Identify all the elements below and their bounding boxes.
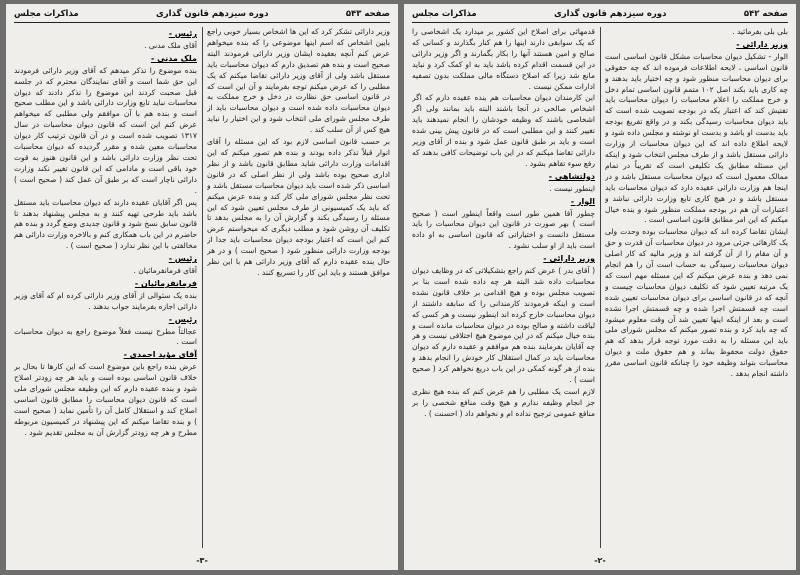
paragraph: عجالتاً مطرح نیست فعلاً موضوع راجع به دیوان محاسبات است . [14,326,197,347]
speaker-name: دولتشاهی - [548,171,595,181]
speaker-name: الوار - [570,196,595,206]
header-section: مذاکرات مجلس [412,9,477,19]
column-divider [600,27,601,548]
speaker-name: وزیر دارائی - [736,39,788,49]
speaker-name: ملک مدنی - [151,53,197,63]
paragraph: آقای ملک مدنی . [144,40,197,50]
paragraph: وزیر دارائی تشکر کرد که این ها اشخاص بسیار خوبی راجع بایین اشخاص که اسم اینها موضوعی را که بنده میخواهم عرض کنم آنچه بعقیده ایشان وزیر دارائی فرمودند البته صحیح است و بنده هم تصدیق دارم که دیوان محاسبات باید مستقل باشد ولی از آقای وزیر دارائی تقاضا میکنم که یک مطلبی را که عرض میکنم توجه بفرمایند و آن این است که در قانون اساسی حق نظارت در دخل و خرج مملکت به دیوان محاسبات داده شده است و دیوان محاسبات باید از طرف مجلس شورای ملی انتخاب شود و این اختیار را نباید هیچ کس از آن سلب کند . [207,27,390,135]
page-header [14,7,390,21]
paragraph: بر حسب قانون اساسی لازم بود که این مسئله را آقای انوار قبلاً تذکر داده بودند و بنده هم تصور میکنم که این اقدامات وزارت دارائی شاید مطابق قانون باشد و از نظر اداری صحیح بوده باشد ولی از نظر اصلی که در قانون اساسی ذکر شده است باید دیوان محاسبات مستقل باشد و تحت نظر مجلس شورای ملی کار کند و بنده عرض میکنم که باید یک کمیسیونی از طرف مجلس تعیین شود که این مسئله را رسیدگی بکند و گزارش آن را به مجلس بدهد تا تکلیف آن روشن شود و مطلب دیگری که میخواستم عرض کنم این است که اعتبار بودجه دیوان محاسبات باید جدا از بودجه وزارت دارائی منظور شود ( صحیح است ) و در هر حال بنده عقیده دارم که آقای وزیر دارائی هم با این نظر موافق هستند و باید این کار را تسریع کنند . [207,137,390,277]
column-divider [202,27,203,548]
text-column-left [14,27,197,548]
speaker-name: فرمانفرمائیان - [134,278,197,288]
left-page [6,4,398,570]
paragraph: ( آقای بدر ) عرض کنم راجع بتشکیلاتی که در وظایف دیوان محاسبات داده شد البته هر چه داده شده است بنا بر تصویب مجلس بوده و هیچ اقدامی بر خلاف قانون نشده است و اینکه فرمودند کارمندانی را که سابقه داشتند از دیوان محاسبات خارج کرده اند اینطور نیست و هر کسی که لیاقت داشته و صالح بوده در دیوان محاسبات مانده است و بنده خیال میکنم که در این موضوع هیچ اختلافی نیست و هر چه آقایان بفرمایند بنده هم موافقم و عقیده دارم که دیوان محاسبات باید در کمال استقلال کار خودش را انجام بدهد و بنده از هر گونه کمکی در این باب دریغ نخواهم کرد ( صحیح است ) . [412,266,595,385]
header-section: مذاکرات مجلس [14,9,79,19]
paragraph: لازم است یک مطلبی را هم عرض کنم که بنده هیچ نظری جز انجام وظیفه ندارم و هیچ وقت منافع شخصی را بر منافع عمومی ترجیح نداده ام و نخواهم داد ( احسنت ) . [412,387,595,418]
header-rule [14,22,390,23]
page-folio: -۳- [196,556,208,565]
paragraph: بلی بلی بفرمائید . [732,27,788,36]
speaker-name: رئیس - [168,254,197,264]
speaker-name: رئیس - [168,29,197,38]
paragraph: بنده یک سئوالی از آقای وزیر دارائی کرده ام که آقای وزیر دارائی اجازه بفرمایند جواب بدهند . [14,290,197,311]
speaker-name: آقای مؤید احمدی - [123,350,197,360]
speaker-name: وزیر دارائی - [543,254,595,264]
paragraph: قدمهائی برای اصلاح این کشور بر میدارد یک اشخاصی را که یک سوابقی دارند اینها را هم کنار بگذارند و کسانی که صالح و امین هستند آنها را بکار بگمارند و اگر وزیر دارائی در این قسمت اقدام کرده باشد باید به او کمک کرد و نباید مانع شد زیرا که اصلاح دستگاه مالی مملکت بدون تصفیه ادارات ممکن نیست . [412,27,595,91]
header-page-number: صفحه ۵۴۳ [345,9,390,19]
paragraph: بنده موضوع را تذکر میدهم که آقای وزیر دارائی فرمودند این حق شما است و آقای نمایندگان محترم که در جلسه قبل صحبت کردند این موضوع را تذکر دادند که دیوان محاسبات نباید تابع وزارت دارائی باشد و این مطلب صحیح است و بنده هم با آن موافقم ولی مطلبی که میخواهم عرض کنم این است که قانون دیوان محاسبات در سال ۱۳۱۷ تصویب شده است و در آن قانون ترتیب کار دیوان محاسبات معین شده و مقرر گردیده که دیوان محاسبات تحت نظر وزارت دارائی باشد و این قانون هنوز به قوت خود باقی است و مادامی که این قانون تغییر نکند وزارت دارائی ناچار است که بر طبق آن عمل کند ( صحیح است ) . [14,65,197,195]
paragraph: ایشان تقاضا کرده اند که دیوان محاسبات بوده وحدت ولی یک کارهائی جزئی مرود در دیوان محاسبات آن قدرت و حق و آن مقام را از آن گرفته اند و وزیر مالیه که کار اصلی دیوان محاسبات رسیدگی به حساب است آن را هم انجام نمی دهد و بنده عرض میکنم که این مسئله مهم است که یک مرتبه تعیین شود که تکلیف دیوان محاسبات چیست و آنچه که در قانون اساسی برای دیوان محاسبات تعیین شده است چه قسمتش اجرا شده و چه قسمتش اجرا نشده است و بعد از اینکه اینها تعیین شد آن وقت معلوم میشود که چه باید کرد و بنده تصور میکنم که مجلس شورای ملی باید این مسئله را به دقت مورد توجه قرار بدهد که هم حقوق دولت محفوظ بماند و هم حقوق ملت و دیوان محاسبات بتواند وظیفه خود را چنانکه قانون اساسی مقرر داشته انجام بدهد . [605,227,788,379]
paragraph: آقای فرمانفرمائیان . [133,266,197,276]
text-column-left [412,27,595,548]
header-title: دوره سیزدهم قانون گذاری [554,9,667,19]
header-page-number: صفحه ۵۴۲ [743,9,788,19]
page-header [412,7,788,21]
paragraph: عرض بنده راجع باین موضوع است که این کارها تا بحال بر خلاف قانون اساسی بوده است و باید هر چه زودتر اصلاح شود و بنده عقیده دارم که این وظیفه مجلس شورای ملی است که قانون دیوان محاسبات را مطابق قانون اساسی اصلاح کند و استقلال کامل آن را تأمین نماید ( صحیح است ) و بنده تقاضا میکنم که این پیشنهاد در کمیسیون مربوطه مطرح و هر چه زودتر گزارش آن به مجلس تقدیم شود . [14,362,197,437]
paragraph: پس اگر آقایان عقیده دارند که دیوان محاسبات باید مستقل باشد باید طرحی تهیه کنند و به مجلس پیشنهاد بدهند تا قانون سابق نسخ شود و قانون جدیدی وضع گردد و بنده هم حاضرم در این باب همکاری کنم و بالاخره وزارت دارائی هم مخالفتی با این نظر ندارد ( صحیح است ) . [14,197,197,251]
speaker-name: رئیس - [168,314,197,324]
right-page [404,4,796,570]
paragraph: اینطور نیست . [549,183,595,193]
text-column-right [207,27,390,548]
text-column-right [605,27,788,548]
page-folio: -۲- [594,556,606,565]
paragraph: این کارمندان دیوان محاسبات هم بنده عقیده دارم که اگر اشخاص صالحی در آنجا باشند البته باید بمانند ولی اگر اشخاصی باشند که وظیفه خودشان را انجام نمیدهند باید تغییر کنند و این مطلبی است که در قانون پیش بینی شده است و باید بر طبق قانون عمل شود و بنده از آقای وزیر دارائی تقاضا میکنم که در این باب توضیحات کافی بدهند که رفع سوء تفاهم بشود . [412,93,595,168]
header-title: دوره سیزدهم قانون گذاری [156,9,269,19]
header-rule [412,22,788,23]
paragraph: الوار - تشکیل دیوان محاسبات مشکل قانون اساسی است قانون اساسی ، لایحه اطلاعات فرموده اند که چه حقوقی برای دیوان محاسبات منظور شود و چه اختیار باید بدهند و چه کاری باید بکند اصل ۱۰۲ متمم قانون اساسی تمام دخل و خرج مملکت را اعلام محاسبات را دیوان محاسبات باید تفتیش کند که اعتبار یکه در بودجه تصویب شده است که باید دیوان محاسبات رسیدگی بکند و در واقع تفریغ بودجه باید بدست او باشد و بدست او نوشته و مجلس داده شود و لایحه اطلاع داده اند که این دیوان محاسبات از وزارت دارائی مستقل باشد و از طرف مجلس انتخاب شود و اینکه این مسئله مطابق یک تکلیفی است که تقریباً در تمام ممالک معمول است که دیوان محاسبات مستقل باشد و در اینجا هم وزارت دارائی عقیده دارد که دیوان محاسبات باید مستقل باشد و در هیچ کاری تابع وزارت دارائی نباشد و اعتبارات آن هم در بودجه مملکت منظور شود و بنده خیال میکنم که این امر مطابق قانون اساسی است . [605,51,788,225]
paragraph: چطور آقا همین طور است واقعاً اینطور است ( صحیح است ) بهر صورت در قانون این دیوان محاسبات را باید مستقل دانست و اختیاراتی که قانون اساسی به او داده است باید از او سلب نشود . [412,208,595,251]
